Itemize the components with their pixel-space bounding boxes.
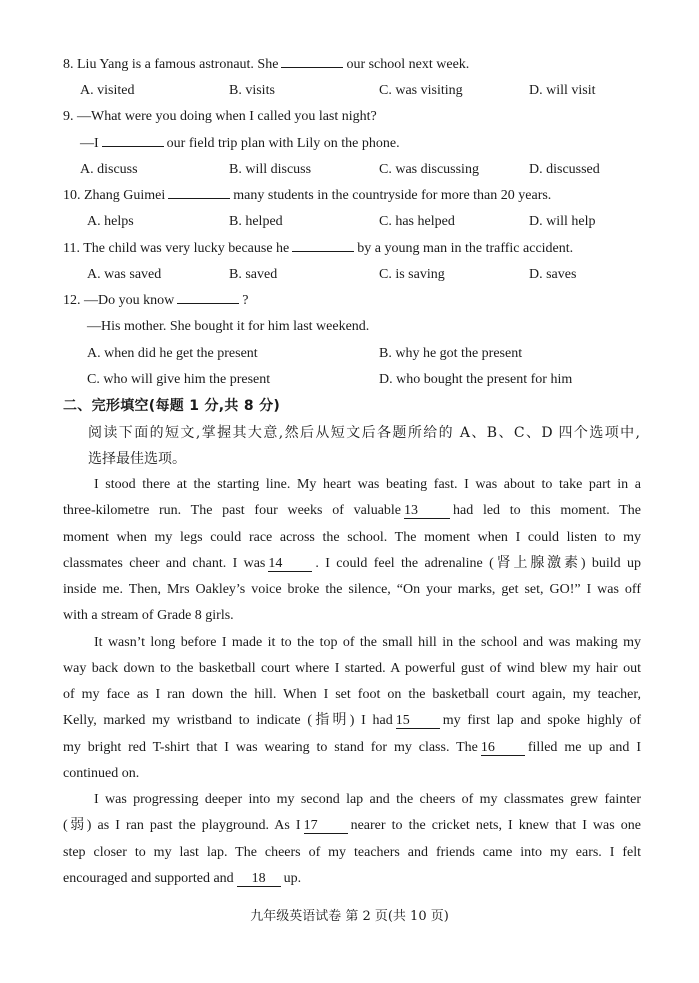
stem-text: our school next week.	[346, 57, 470, 72]
option-c: C. is saving	[379, 267, 445, 282]
passage-line	[63, 739, 641, 757]
passage-text: encouraged and supported and	[63, 871, 234, 886]
passage-text: nearer to the cricket nets, I knew that I was one	[350, 818, 641, 833]
option-c: C. has helped	[379, 214, 455, 229]
passage-line: way back down to the basketball court where I started. A powerful gust of wind blew my hair out	[63, 661, 641, 676]
blank-18: 18	[237, 871, 281, 887]
passage-line	[63, 555, 641, 573]
passage-line: moment when my legs could race across the school. The moment when I could listen to my	[63, 530, 641, 545]
answer-blank	[168, 198, 230, 199]
stem-text: 10. Zhang Guimei	[63, 188, 166, 203]
option-d: D. will help	[529, 214, 596, 229]
question-12-stem	[63, 292, 248, 310]
option-a: A. when did he get the present	[87, 346, 258, 361]
passage-line: I was progressing deeper into my second lap and the cheers of my classmates grew fainter	[94, 792, 641, 807]
stem-text: many students in the countryside for more than 20 years.	[233, 188, 552, 203]
option-b: B. helped	[229, 214, 283, 229]
option-b: B. will discuss	[229, 162, 312, 177]
question-9-line2	[80, 135, 400, 153]
passage-text: . I could feel the adrenaline (肾上腺激素) build up	[315, 556, 642, 571]
answer-blank	[177, 303, 239, 304]
stem-text: ?	[242, 293, 249, 308]
blank-14: 14	[268, 556, 312, 572]
passage-line: of my face as I ran down the hill. When I set foot on the basketball court again, my teacher,	[63, 687, 641, 702]
option-a: A. discuss	[80, 162, 138, 177]
answer-blank	[281, 67, 343, 68]
passage-line: with a stream of Grade 8 girls.	[63, 608, 234, 623]
blank-17: 17	[304, 818, 348, 834]
passage-text: up.	[283, 871, 302, 886]
option-b: B. saved	[229, 267, 278, 282]
passage-text: filled me up and I	[527, 740, 641, 755]
stem-text: 12. —Do you know	[63, 293, 175, 308]
stem-text: by a young man in the traffic accident.	[357, 241, 574, 256]
option-c: C. was discussing	[379, 162, 479, 177]
stem-text: —I	[80, 136, 99, 151]
option-d: D. saves	[529, 267, 577, 282]
passage-line: step closer to my last lap. The cheers of my teachers and friends came into my ears. I felt	[63, 845, 641, 860]
question-11-stem	[63, 240, 573, 258]
passage-line	[63, 502, 641, 520]
section-2-instructions-2: 选择最佳选项。	[88, 451, 186, 467]
blank-15: 15	[396, 713, 440, 729]
passage-line	[63, 817, 641, 835]
option-a: A. helps	[87, 214, 134, 229]
option-d: D. discussed	[529, 162, 600, 177]
question-12-line2: —His mother. She bought it for him last weekend.	[87, 319, 370, 334]
question-8-stem	[63, 56, 469, 74]
section-2-instructions: 阅读下面的短文,掌握其大意,然后从短文后各题所给的 A、B、C、D 四个选项中,	[88, 425, 640, 441]
passage-text: three-kilometre run. The past four weeks of valuable	[63, 503, 402, 518]
option-c: C. was visiting	[379, 83, 463, 98]
passage-line	[63, 712, 641, 730]
section-2-title: 二、完形填空(每题 1 分,共 8 分)	[63, 398, 281, 414]
option-b: B. visits	[229, 83, 275, 98]
passage-line	[63, 870, 301, 888]
passage-line: inside me. Then, Mrs Oakley’s voice broke the silence, “On your marks, get set, GO!” I was off	[63, 582, 641, 597]
blank-13: 13	[404, 503, 450, 519]
passage-line: continued on.	[63, 766, 140, 781]
answer-blank	[292, 251, 354, 252]
option-a: A. visited	[80, 83, 135, 98]
option-d: D. who bought the present for him	[379, 372, 573, 387]
page-footer: 九年级英语试卷 第 2 页(共 10 页)	[250, 909, 449, 924]
option-c: C. who will give him the present	[87, 372, 271, 387]
stem-text: our field trip plan with Lily on the phone.	[166, 136, 400, 151]
option-a: A. was saved	[87, 267, 162, 282]
passage-text: classmates cheer and chant. I was	[63, 556, 266, 571]
passage-line: It wasn’t long before I made it to the top of the small hill in the school and was making my	[94, 635, 641, 650]
stem-text: 11. The child was very lucky because he	[63, 241, 290, 256]
passage-text: my first lap and spoke highly of	[442, 713, 641, 728]
passage-text: (弱) as I ran past the playground. As I	[63, 818, 301, 833]
stem-text: 8. Liu Yang is a famous astronaut. She	[63, 57, 279, 72]
passage-text: Kelly, marked my wristband to indicate (指明) I had	[63, 713, 393, 728]
answer-blank	[102, 146, 164, 147]
question-9-stem: 9. —What were you doing when I called you last night?	[63, 109, 377, 124]
passage-line: I stood there at the starting line. My heart was beating fast. I was about to take part in a	[94, 477, 641, 492]
question-10-stem	[63, 187, 551, 205]
passage-text: my bright red T-shirt that I was wearing to stand for my class. The	[63, 740, 478, 755]
passage-text: had led to this moment. The	[453, 503, 641, 518]
option-d: D. will visit	[529, 83, 596, 98]
option-b: B. why he got the present	[379, 346, 523, 361]
blank-16: 16	[481, 740, 525, 756]
